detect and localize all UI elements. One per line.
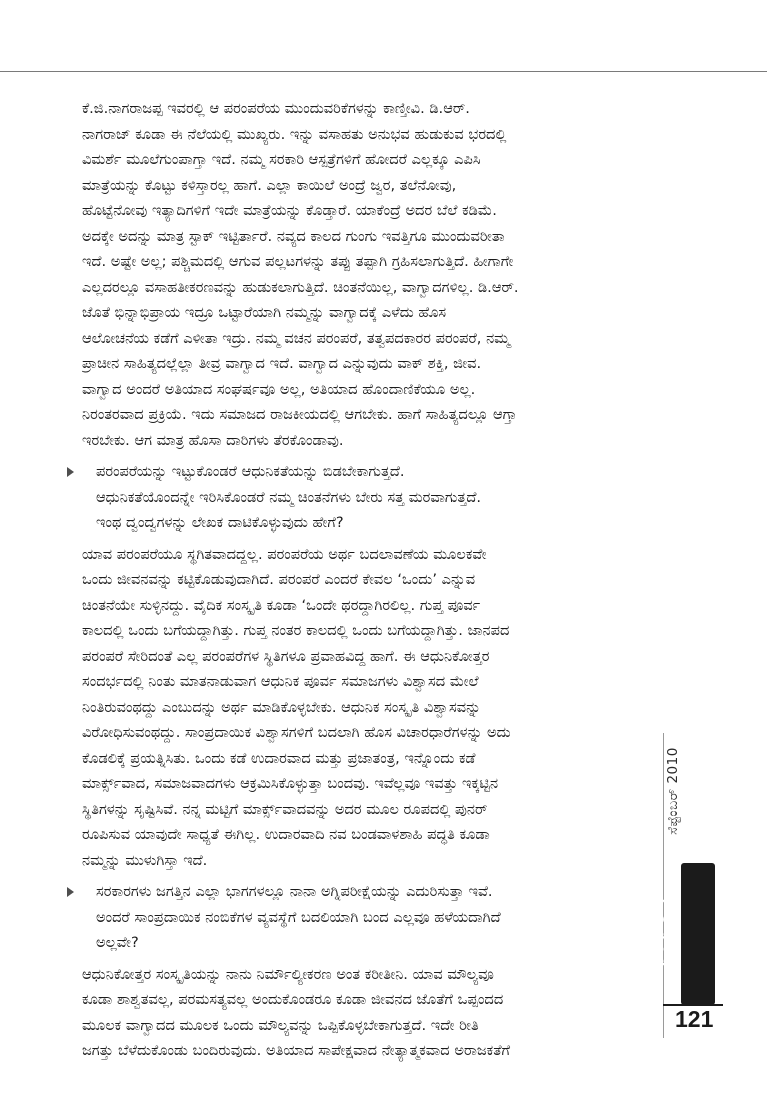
text-line: ಆಧುನಿಕೋತ್ತರ ಸಂಸ್ಕೃತಿಯನ್ನು ನಾನು ನಿರ್ಮೌಲ್ಯೀಕರಣ ಅಂತ ಕರೀತೀನಿ. ಯಾವ ಮೌಲ್ಯವೂ <box>82 965 494 983</box>
top-rule <box>0 71 767 72</box>
magazine-logo <box>653 863 715 1005</box>
text-line: ಒಂದು ಜೀವನವನ್ನು ಕಟ್ಟಿಕೊಡುವುದಾಗಿದೆ. ಪರಂಪರೆ ಎಂದರೆ ಕೇವಲ ‘ಒಂದು’ ಎನ್ನುವ <box>82 571 476 588</box>
text-line: ಚಿಂತನೆಯೇ ಸುಳ್ಳಿನದ್ದು. ವೈದಿಕ ಸಂಸ್ಕೃತಿ ಕೂಡಾ ‘ಒಂದೇ ಥರದ್ದಾಗಿರಲಿಲ್ಲ. ಗುಪ್ತ ಪೂರ್ವ <box>82 596 481 614</box>
interview-question-2 <box>82 879 652 956</box>
magazine-title: ಮಯೂರ <box>653 898 682 978</box>
question-line: ಇಂಥ ದ್ವಂದ್ವಗಳನ್ನು ಲೇಖಕ ದಾಟಿಕೊಳ್ಳುವುದು ಹೇಗೆ? <box>96 514 344 531</box>
text-line: ಅದಕ್ಕೇ ಅದನ್ನು ಮಾತ್ರ ಸ್ಟಾಕ್ ಇಟ್ಟಿರ್ತಾರೆ. ನವ್ಯದ ಕಾಲದ ಗುಂಗು ಇವತ್ತಿಗೂ ಮುಂದುವರೀತಾ <box>82 227 505 245</box>
paragraph-1 <box>82 96 652 453</box>
article-column <box>82 96 652 1064</box>
text-line: ಜಗತ್ತು ಬೆಳೆದುಕೊಂಡು ಬಂದಿರುವುದು. ಅತಿಯಾದ ಸಾಪೇಕ್ಷವಾದ ನೇತ್ಯಾತ್ಮಕವಾದ ಅರಾಜಕತೆಗೆ <box>82 1042 511 1059</box>
text-line: ನಾಗರಾಜ್ ಕೂಡಾ ಈ ನೆಲೆಯಲ್ಲಿ ಮುಖ್ಯರು. ಇನ್ನು ವಸಾಹತು ಅನುಭವ ಹುಡುಕುವ ಭರದಲ್ಲಿ <box>82 125 507 143</box>
text-line: ಕೆ.ಜಿ.ನಾಗರಾಜಪ್ಪ ಇವರಲ್ಲಿ ಆ ಪರಂಪರೆಯ ಮುಂದುವರಿಕೆಗಳನ್ನು ಕಾಣ್ತೀವಿ. ಡಿ.ಆರ್. <box>82 100 470 117</box>
paragraph-2 <box>82 542 652 874</box>
text-line: ಸ್ಥಿತಿಗಳನ್ನು ಸೃಷ್ಟಿಸಿವೆ. ನನ್ನ ಮಟ್ಟಿಗೆ ಮಾರ್ಕ್ಸ್‌ವಾದವನ್ನು ಅದರ ಮೂಲ ರೂಪದಲ್ಲಿ ಪುನರ್ <box>82 800 488 818</box>
interview-question-1 <box>82 459 652 536</box>
text-line: ವಿಮರ್ಶೆ ಮೂಲೆಗುಂಪಾಗ್ತಾ ಇದೆ. ನಮ್ಮ ಸರಕಾರಿ ಆಸ್ಪತ್ರೆಗಳಿಗೆ ಹೋದರೆ ಎಲ್ಲಕ್ಕೂ ಎಪಿಸಿ <box>82 151 481 168</box>
text-line: ನಿರಂತರವಾದ ಪ್ರಕ್ರಿಯೆ. ಇದು ಸಮಾಜದ ರಾಜಕೀಯದಲ್ಲಿ ಆಗಬೇಕು. ಹಾಗೆ ಸಾಹಿತ್ಯದಲ್ಲೂ ಆಗ್ತಾ <box>82 406 517 423</box>
text-line: ವಿರೋಧಿಸುವಂಥದ್ದು. ಸಾಂಪ್ರದಾಯಿಕ ವಿಶ್ವಾಸಗಳಿಗೆ ಬದಲಾಗಿ ಹೊಸ ವಿಚಾರಧಾರೆಗಳನ್ನು ಅದು <box>82 724 511 741</box>
issue-month-year: ಸೆಪ್ಟೆಂಬರ್ 2010 <box>664 747 681 835</box>
text-line: ಮಾತ್ರೆಯನ್ನು ಕೊಟ್ಟು ಕಳಿಸ್ತಾರಲ್ಲ ಹಾಗೆ. ಎಲ್ಲಾ ಕಾಯಿಲೆ ಅಂದ್ರೆ ಜ್ವರ, ತಲೆನೋವು, <box>82 176 457 194</box>
text-line: ಸಂದರ್ಭದಲ್ಲಿ ನಿಂತು ಮಾತನಾಡುವಾಗ ಆಧುನಿಕ ಪೂರ್ವ ಸಮಾಜಗಳು ವಿಶ್ವಾಸದ ಮೇಲೆ <box>82 673 479 690</box>
text-line: ಎಲ್ಲದರಲ್ಲೂ ವಸಾಹತೀಕರಣವನ್ನು ಹುಡುಕಲಾಗುತ್ತಿದೆ. ಚಿಂತನೆಯಿಲ್ಲ, ವಾಗ್ವಾದಗಳಿಲ್ಲ. ಡಿ.ಆರ್. <box>82 278 519 296</box>
text-line: ರೂಪಿಸುವ ಯಾವುದೇ ಸಾಧ್ಯತೆ ಈಗಿಲ್ಲ. ಉದಾರವಾದಿ ನವ ಬಂಡವಾಳಶಾಹಿ ಪದ್ಧತಿ ಕೂಡಾ <box>82 826 490 843</box>
page-number: 121 <box>675 1006 714 1032</box>
text-line: ಇರಬೇಕು. ಆಗ ಮಾತ್ರ ಹೊಸಾ ದಾರಿಗಳು ತೆರಕೊಂಡಾವು. <box>82 431 344 449</box>
text-line: ಯಾವ ಪರಂಪರೆಯೂ ಸ್ಥಗಿತವಾದದ್ದಲ್ಲ. ಪರಂಪರೆಯ ಅರ್ಥ ಬದಲಾವಣೆಯ ಮೂಲಕವೇ <box>82 545 487 563</box>
text-line: ಆಲೋಚನೆಯ ಕಡೆಗೆ ಎಳೀತಾ ಇದ್ರು. ನಮ್ಮ ವಚನ ಪರಂಪರೆ, ತತ್ವಪದಕಾರರ ಪರಂಪರೆ, ನಮ್ಮ <box>82 329 511 347</box>
text-line: ಕೊಡಲಿಕ್ಕೆ ಪ್ರಯತ್ನಿಸಿತು. ಒಂದು ಕಡೆ ಉದಾರವಾದ ಮತ್ತು ಪ್ರಜಾತಂತ್ರ, ಇನ್ನೊಂದು ಕಡೆ <box>82 749 476 767</box>
text-line: ನಮ್ಮನ್ನು ಮುಳುಗಿಸ್ತಾ ಇದೆ. <box>82 851 208 869</box>
question-line: ಅಲ್ಲವೇ? <box>96 934 139 951</box>
question-line: ಪರಂಪರೆಯನ್ನು ಇಟ್ಟುಕೊಂಡರೆ ಆಧುನಿಕತೆಯನ್ನು ಬಿಡಬೇಕಾಗುತ್ತದೆ. <box>96 463 405 480</box>
text-line: ಇದೆ. ಅಷ್ಟೇ ಅಲ್ಲ; ಪಶ್ಚಿಮದಲ್ಲಿ ಆಗುವ ಪಲ್ಲಟಗಳನ್ನು ತಪ್ಪು ತಪ್ಪಾಗಿ ಗ್ರಹಿಸಲಾಗುತ್ತಿದೆ. ಹೀಗಾಗೇ <box>82 253 514 270</box>
text-line: ಜೊತೆ ಭಿನ್ನಾಭಿಪ್ರಾಯ ಇದ್ರೂ ಒಟ್ಟಾರೆಯಾಗಿ ನಮ್ಮನ್ನು ವಾಗ್ವಾದಕ್ಕೆ ಎಳೆದು ಹೊಸ <box>82 304 447 321</box>
text-line: ಕೂಡಾ ಶಾಶ್ವತವಲ್ಲ, ಪರಮಸತ್ಯವಲ್ಲ ಅಂದುಕೊಂಡರೂ ಕೂಡಾ ಜೀವನದ ಜೊತೆಗೆ ಒಪ್ಪಂದದ <box>82 991 504 1008</box>
magazine-masthead <box>653 735 723 1005</box>
text-line: ಪರಂಪರೆ ಸೇರಿದಂತೆ ಎಲ್ಲ ಪರಂಪರೆಗಳ ಸ್ಥಿತಿಗಳೂ ಪ್ರವಾಹವಿದ್ದ ಹಾಗೆ. ಈ ಆಧುನಿಕೋತ್ತರ <box>82 647 490 665</box>
bullet-triangle-icon <box>67 467 74 477</box>
text-line: ಮೂಲಕ ವಾಗ್ವಾದದ ಮೂಲಕ ಒಂದು ಮೌಲ್ಯವನ್ನು ಒಪ್ಪಿಕೊಳ್ಳಬೇಕಾಗುತ್ತದೆ. ಇದೇ ರೀತಿ <box>82 1016 479 1034</box>
bullet-triangle-icon <box>67 887 74 897</box>
text-line: ನಿಂತಿರುವಂಥದ್ದು ಎಂಬುದನ್ನು ಅರ್ಥ ಮಾಡಿಕೊಳ್ಳಬೇಕು. ಆಧುನಿಕ ಸಂಸ್ಕೃತಿ ವಿಶ್ವಾಸವನ್ನು <box>82 698 481 716</box>
text-line: ಮಾರ್ಕ್ಸ್‌ವಾದ, ಸಮಾಜವಾದಗಳು ಆಕ್ರಮಿಸಿಕೊಳ್ಳುತ್ತಾ ಬಂದವು. ಇವೆಲ್ಲವೂ ಇವತ್ತು ಇಕ್ಕಟ್ಟಿನ <box>82 775 499 792</box>
text-line: ಹೊಟ್ಟೆನೋವು ಇತ್ಯಾದಿಗಳಿಗೆ ಇದೇ ಮಾತ್ರೆಯನ್ನು ಕೊಡ್ತಾರೆ. ಯಾಕೆಂದ್ರೆ ಅದರ ಬೆಲೆ ಕಡಿಮೆ. <box>82 202 497 219</box>
text-line: ವಾಗ್ವಾದ ಅಂದರೆ ಅತಿಯಾದ ಸಂಘರ್ಷವೂ ಅಲ್ಲ, ಅತಿಯಾದ ಹೊಂದಾಣಿಕೆಯೂ ಅಲ್ಲ. <box>82 380 476 398</box>
text-line: ಪ್ರಾಚೀನ ಸಾಹಿತ್ಯದಲ್ಲೆಲ್ಲಾ ತೀವ್ರ ವಾಗ್ವಾದ ಇದೆ. ವಾಗ್ವಾದ ಎನ್ನುವುದು ವಾಕ್ ಶಕ್ತಿ, ಜೀವ. <box>82 355 482 372</box>
paragraph-3 <box>82 962 652 1064</box>
question-line: ಸರಕಾರಗಳು ಜಗತ್ತಿನ ಎಲ್ಲಾ ಭಾಗಗಳಲ್ಲೂ ನಾನಾ ಅಗ್ನಿಪರೀಕ್ಷೆಯನ್ನು ಎದುರಿಸುತ್ತಾ ಇವೆ. <box>96 883 493 900</box>
question-line: ಅಂದರೆ ಸಾಂಪ್ರದಾಯಿಕ ನಂಬಿಕೆಗಳ ವ್ಯವಸ್ಥೆಗೆ ಬದಲಿಯಾಗಿ ಬಂದ ಎಲ್ಲವೂ ಹಳೆಯದಾಗಿದೆ <box>96 908 501 926</box>
text-line: ಕಾಲದಲ್ಲಿ ಒಂದು ಬಗೆಯದ್ದಾಗಿತ್ತು. ಗುಪ್ತ ನಂತರ ಕಾಲದಲ್ಲಿ ಒಂದು ಬಗೆಯದ್ದಾಗಿತ್ತು. ಜಾನಪದ <box>82 622 510 639</box>
question-line: ಆಧುನಿಕತೆಯೊಂದನ್ನೇ ಇರಿಸಿಕೊಂಡರೆ ನಮ್ಮ ಚಿಂತನೆಗಳು ಬೇರು ಸತ್ತ ಮರವಾಗುತ್ತದೆ. <box>96 488 482 506</box>
